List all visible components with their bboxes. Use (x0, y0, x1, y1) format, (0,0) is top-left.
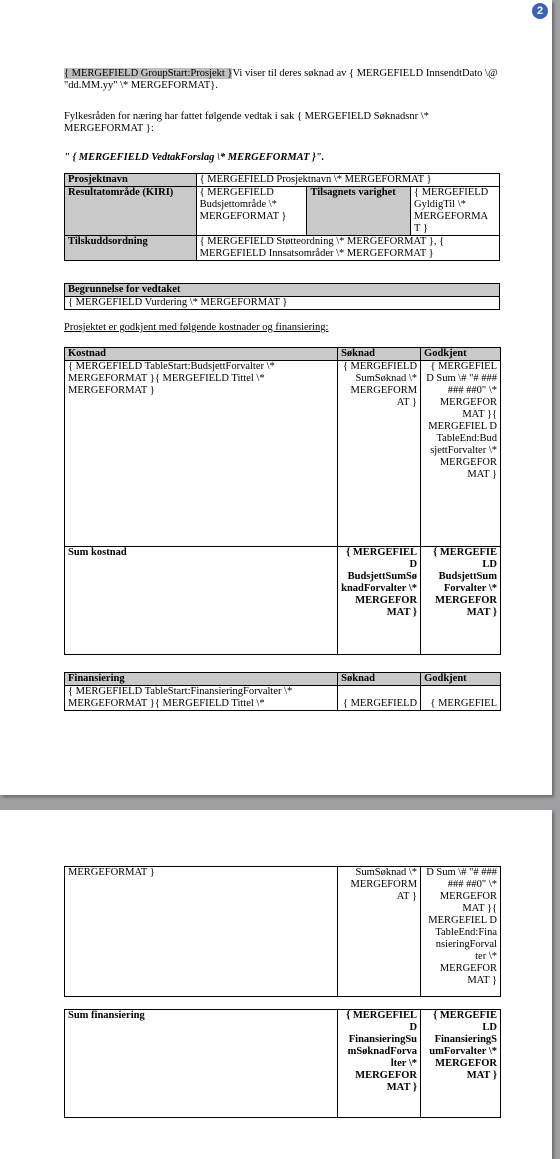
begrunnelse-label: Begrunnelse for vedtaket (65, 284, 500, 297)
fin-soknad-header: Søknad (338, 673, 421, 686)
table-row (65, 174, 500, 187)
sum-finansiering-soknad: { MERGEFIEL D FinansieringSu mSøknadForva lter \* MERGEFOR MAT } (338, 1010, 421, 1118)
sum-finansiering-table (64, 1009, 501, 1118)
sum-kostnad-godkjent: { MERGEFIE LD BudsjettSum Forvalter \* MERGEFOR MAT } (421, 547, 501, 655)
kostnad-row-soknad: { MERGEFIELD SumSøknad \* MERGEFORM AT } (338, 361, 421, 547)
tilskuddsordning-label: Tilskuddsordning (65, 236, 197, 261)
prosjektnavn-label: Prosjektnavn (65, 174, 197, 187)
table-row (65, 547, 501, 655)
prosjektnavn-value: { MERGEFIELD Prosjektnavn \* MERGEFORMAT } (196, 174, 499, 187)
table-row (65, 284, 500, 297)
sum-kostnad-soknad: { MERGEFIEL D BudsjettSumSø knadForvalter \* MERGEFOR MAT } (338, 547, 421, 655)
finansiering-row-title-cont: MERGEFORMAT } (65, 867, 338, 997)
table-row (65, 1010, 501, 1118)
finansiering-row-godkjent-cont: D Sum \# "# ### ### ##0" \* MERGEFOR MAT }{ MERGEFIEL D TableEnd:Fina nsieringForval ter \* MERGEFOR MAT } (421, 867, 501, 997)
finansiering-row-soknad-cont: SumSøknad \* MERGEFORM AT } (338, 867, 421, 997)
table-row (65, 867, 501, 997)
finansiering-row-soknad: { MERGEFIELD (338, 686, 421, 711)
soknad-header: Søknad (338, 348, 421, 361)
sum-finansiering-label: Sum finansiering (65, 1010, 338, 1118)
table-row (65, 187, 500, 236)
finansiering-header: Finansiering (65, 673, 338, 686)
resultatomrade-label: Resultatområde (KIRI) (65, 187, 197, 236)
varighet-value: { MERGEFIELD GyldigTil \* MERGEFORMA T } (411, 187, 500, 236)
approved-paragraph: Prosjektet er godkjent med følgende kostnader og finansiering: (64, 322, 329, 333)
begrunnelse-table (64, 283, 500, 310)
table-row (65, 686, 501, 711)
godkjent-header: Godkjent (421, 348, 501, 361)
document-page-2 (0, 810, 552, 1159)
vedtak-paragraph: " { MERGEFIELD VedtakForslag \* MERGEFORMAT }". (64, 152, 325, 163)
finansiering-table-continued (64, 866, 501, 997)
table-row (65, 348, 501, 361)
kostnad-header: Kostnad (65, 348, 338, 361)
finansiering-table (64, 672, 501, 711)
project-info-table (64, 173, 500, 261)
begrunnelse-value: { MERGEFIELD Vurdering \* MERGEFORMAT } (65, 297, 500, 310)
intro-paragraph (64, 68, 504, 92)
decision-paragraph: Fylkesråden for næring har fattet følgende vedtak i sak { MERGEFIELD Søknadsnr \* MERGEFORMAT }: (64, 111, 429, 134)
page-number-badge: 2 (532, 3, 548, 19)
tilskuddsordning-value: { MERGEFIELD Støtteordning \* MERGEFORMAT }, { MERGEFIELD Innsatsområder \* MERGEFORMAT } (196, 236, 499, 261)
fin-godkjent-header: Godkjent (421, 673, 501, 686)
varighet-label: Tilsagnets varighet (307, 187, 411, 236)
kostnad-row-godkjent: { MERGEFIEL D Sum \# "# ### ### ##0" \* MERGEFOR MAT }{ MERGEFIEL D TableEnd:Bud sjettForvalter \* MERGEFOR MAT } (421, 361, 501, 547)
kostnad-table (64, 347, 501, 655)
sum-kostnad-label: Sum kostnad (65, 547, 338, 655)
sum-finansiering-godkjent: { MERGEFIE LD FinansieringS umForvalter \* MERGEFOR MAT } (421, 1010, 501, 1118)
table-row (65, 361, 501, 547)
finansiering-row-godkjent: { MERGEFIEL (421, 686, 501, 711)
kostnad-row-title: { MERGEFIELD TableStart:BudsjettForvalter \* MERGEFORMAT }{ MERGEFIELD Tittel \* MERGEFORMAT } (65, 361, 338, 547)
resultatomrade-value: { MERGEFIELD Budsjettområde \* MERGEFORMAT } (196, 187, 307, 236)
table-row (65, 236, 500, 261)
groupstart-field: { MERGEFIELD GroupStart:Prosjekt } (64, 68, 233, 79)
table-row (65, 673, 501, 686)
finansiering-row-title: { MERGEFIELD TableStart:FinansieringForvalter \* MERGEFORMAT }{ MERGEFIELD Tittel \* (65, 686, 338, 711)
intro-text: Vi viser til deres søknad av { MERGEFIELD InnsendtDato \@ "dd.MM.yy" \* MERGEFORMAT}. (64, 68, 498, 91)
table-row (65, 297, 500, 310)
